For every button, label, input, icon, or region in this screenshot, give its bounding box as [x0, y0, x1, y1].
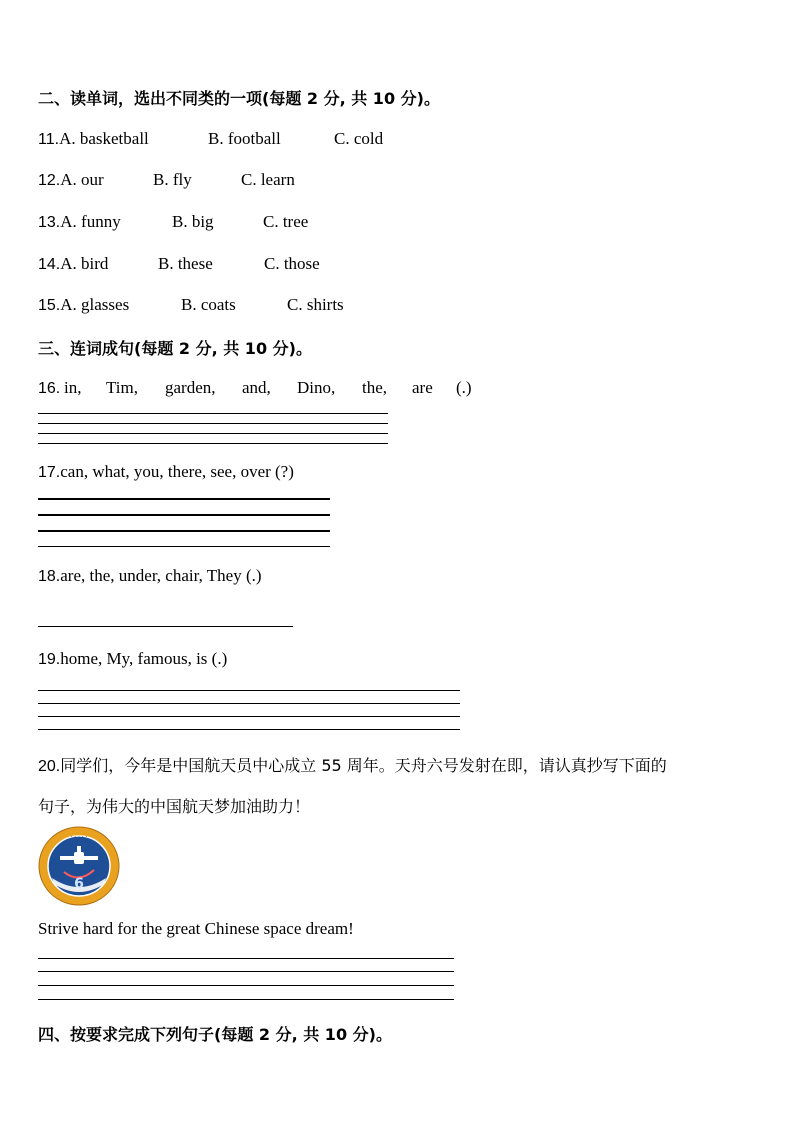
question-number: 16.	[38, 380, 61, 397]
word-token: (.)	[456, 378, 472, 397]
svg-text:· · · · ·: · · · · ·	[70, 834, 88, 841]
question-19	[38, 649, 227, 669]
writing-line	[38, 716, 460, 717]
question-14	[38, 254, 108, 274]
question-11	[38, 129, 149, 149]
writing-line	[38, 729, 460, 730]
question-16	[38, 378, 60, 398]
option-a: A. funny	[60, 212, 121, 231]
word-token: Dino,	[297, 378, 336, 397]
writing-line	[38, 690, 460, 691]
section-3-heading: 三、连词成句(每题 2 分, 共 10 分)。	[38, 339, 312, 358]
writing-line	[38, 999, 454, 1000]
question-20	[38, 753, 667, 776]
question-number: 11.	[38, 131, 60, 148]
question-text-line-1: 同学们，今年是中国航天员中心成立 55 周年。天舟六号发射在即，请认真抄写下面的	[60, 756, 667, 775]
copy-sentence: Strive hard for the great Chinese space dream!	[38, 919, 354, 938]
writing-line	[38, 514, 330, 516]
writing-line	[38, 443, 388, 444]
option-b: B. fly	[153, 170, 192, 189]
writing-line	[38, 433, 388, 434]
question-number: 18.	[38, 568, 61, 585]
writing-line	[38, 626, 293, 627]
word-token: and,	[242, 378, 271, 397]
option-c: C. cold	[334, 129, 384, 148]
writing-line	[38, 498, 330, 500]
question-text: can, what, you, there, see, over (?)	[60, 462, 294, 481]
word-token: are	[412, 378, 433, 397]
option-a: A. bird	[60, 254, 109, 273]
writing-line	[38, 423, 388, 424]
question-number: 13.	[38, 214, 61, 231]
option-a: A. our	[60, 170, 104, 189]
question-12	[38, 170, 104, 190]
writing-line	[38, 703, 460, 704]
question-text-line-2: 句子，为伟大的中国航天梦加油助力！	[38, 797, 311, 816]
option-a: A. glasses	[60, 295, 130, 314]
question-number: 20.	[38, 758, 61, 775]
option-c: C. those	[264, 254, 320, 273]
word-token: in,	[64, 378, 82, 397]
question-number: 15.	[38, 297, 61, 314]
question-number: 17.	[38, 464, 61, 481]
option-a: A. basketball	[59, 129, 149, 148]
option-c: C. learn	[241, 170, 295, 189]
writing-line	[38, 546, 330, 547]
option-b: B. coats	[181, 295, 236, 314]
section-2-heading: 二、读单词，选出不同类的一项(每题 2 分, 共 10 分)。	[38, 89, 440, 108]
option-c: C. tree	[263, 212, 309, 231]
question-17	[38, 462, 294, 482]
option-b: B. these	[158, 254, 213, 273]
question-text: home, My, famous, is (.)	[60, 649, 228, 668]
svg-text:6: 6	[74, 876, 84, 892]
writing-line	[38, 971, 454, 972]
question-text: are, the, under, chair, They (.)	[60, 566, 262, 585]
question-number: 19.	[38, 651, 61, 668]
writing-line	[38, 958, 454, 959]
option-c: C. shirts	[287, 295, 344, 314]
word-token: Tim,	[106, 378, 138, 397]
writing-line	[38, 530, 330, 532]
word-token: garden,	[165, 378, 216, 397]
section-4-heading: 四、按要求完成下列句子(每题 2 分, 共 10 分)。	[38, 1025, 392, 1044]
option-b: B. football	[208, 129, 281, 148]
writing-line	[38, 413, 388, 414]
question-13	[38, 212, 121, 232]
word-token: the,	[362, 378, 388, 397]
question-18	[38, 566, 262, 586]
option-b: B. big	[172, 212, 214, 231]
question-number: 12.	[38, 172, 61, 189]
question-number: 14.	[38, 256, 61, 273]
question-15	[38, 295, 129, 315]
writing-line	[38, 985, 454, 986]
mission-patch-icon	[38, 826, 120, 906]
